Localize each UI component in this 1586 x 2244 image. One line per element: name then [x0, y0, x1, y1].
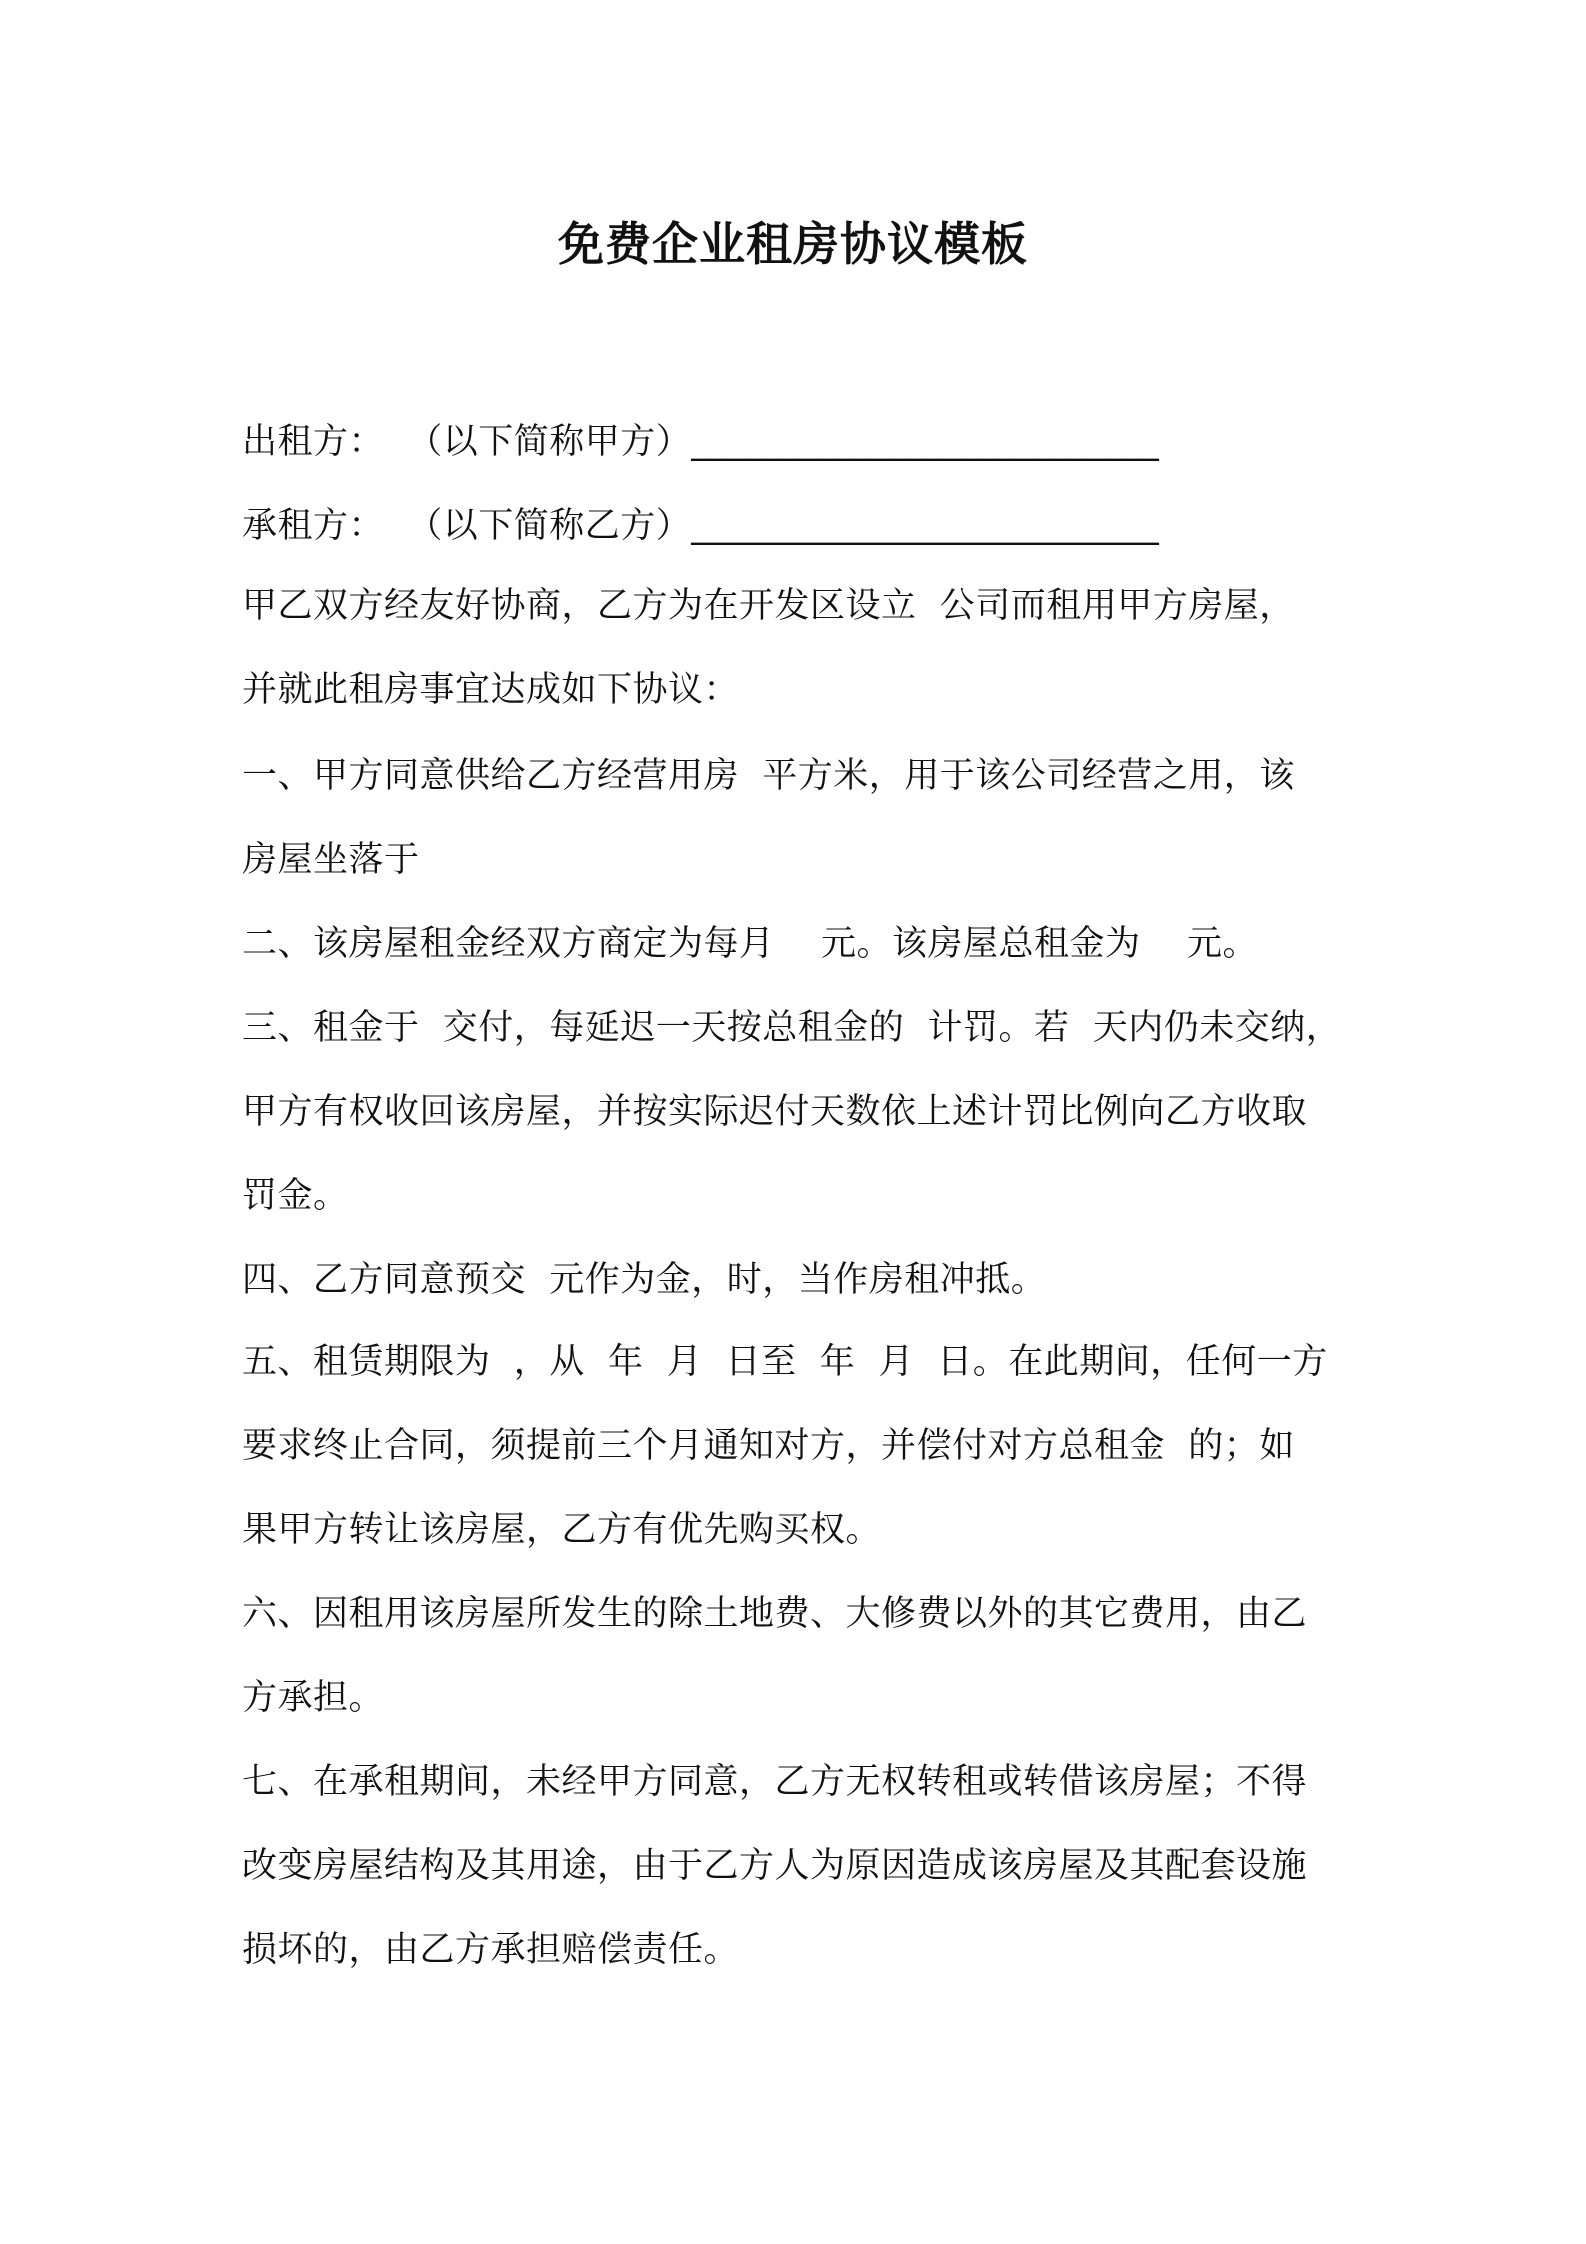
clause-7-line-2: 改变房屋结构及其用途，由于乙方人为原因造成该房屋及其配套设施 — [242, 1846, 1308, 1886]
clause-6-line-2: 方承担。 — [242, 1678, 385, 1718]
clause-7-line-3: 损坏的，由乙方承担赔偿责任。 — [242, 1930, 740, 1970]
intro-line-2: 并就此租房事宜达成如下协议： — [242, 670, 740, 710]
clause-5-line-1: 五、租赁期限为 ，从 年 月 日至 年 月 日。在此期间，任何一方 — [242, 1342, 1328, 1382]
clause-4-line-1: 四、乙方同意预交 元作为金，时，当作房租冲抵。 — [242, 1260, 1047, 1300]
lessee-line: 承租方： （以下简称乙方）__________________________ — [242, 506, 1160, 546]
clause-3-line-3: 罚金。 — [242, 1176, 349, 1216]
document-title: 免费企业租房协议模板 — [558, 217, 1028, 271]
clause-5-line-3: 果甲方转让该房屋，乙方有优先购买权。 — [242, 1510, 882, 1550]
clause-1-line-1: 一、甲方同意供给乙方经营用房 平方米，用于该公司经营之用，该 — [242, 756, 1295, 796]
intro-line-1: 甲乙双方经友好协商，乙方为在开发区设立 公司而租用甲方房屋， — [242, 586, 1295, 626]
clause-3-line-1: 三、租金于 交付，每延迟一天按总租金的 计罚。若 天内仍未交纳， — [242, 1008, 1342, 1048]
clause-1-line-2: 房屋坐落于 — [242, 840, 420, 880]
lessor-line: 出租方： （以下简称甲方）__________________________ — [242, 422, 1160, 462]
clause-5-line-2: 要求终止合同，须提前三个月通知对方，并偿付对方总租金 的；如 — [242, 1426, 1295, 1466]
clause-2-line-1: 二、该房屋租金经双方商定为每月 元。该房屋总租金为 元。 — [242, 924, 1259, 964]
clause-6-line-1: 六、因租用该房屋所发生的除土地费、大修费以外的其它费用，由乙 — [242, 1594, 1308, 1634]
clause-7-line-1: 七、在承租期间，未经甲方同意，乙方无权转租或转借该房屋；不得 — [242, 1762, 1308, 1802]
clause-3-line-2: 甲方有权收回该房屋，并按实际迟付天数依上述计罚比例向乙方收取 — [242, 1092, 1308, 1132]
